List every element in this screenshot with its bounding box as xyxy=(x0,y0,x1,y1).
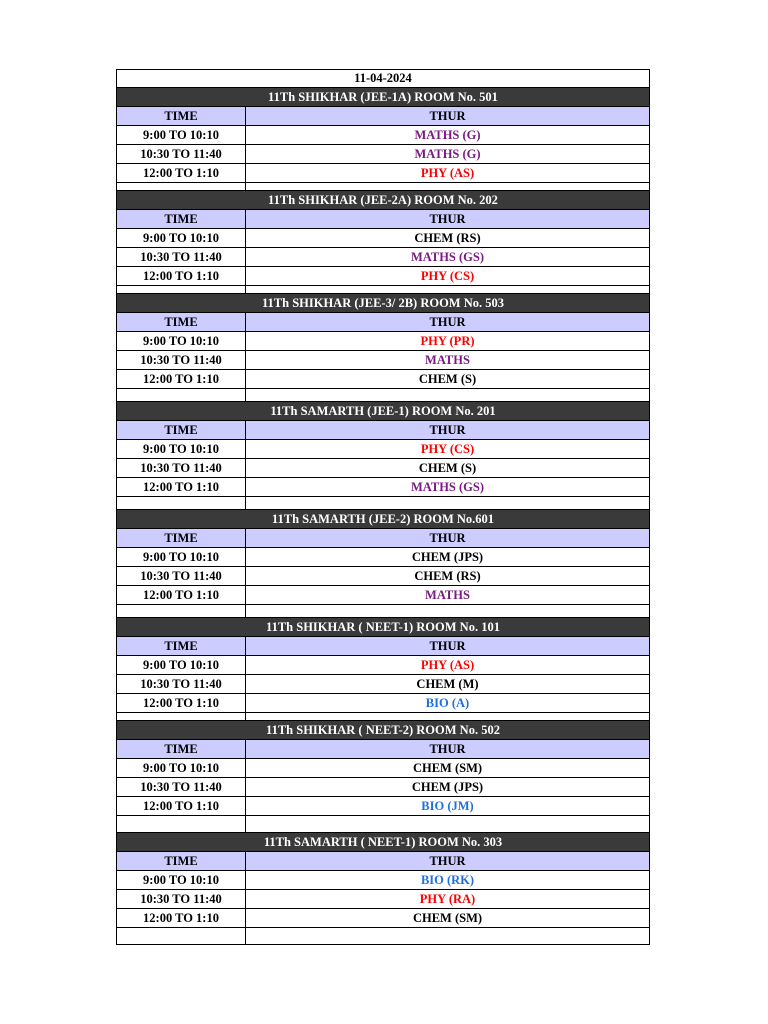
spacer-cell xyxy=(246,816,649,832)
time-slot: 12:00 TO 1:10 xyxy=(117,164,246,182)
spacer-cell xyxy=(117,928,246,944)
time-slot: 9:00 TO 10:10 xyxy=(117,332,246,350)
spacer-cell xyxy=(246,286,649,293)
spacer-cell xyxy=(246,605,649,617)
time-column-header: TIME xyxy=(117,740,246,758)
time-slot: 10:30 TO 11:40 xyxy=(117,778,246,796)
table-row xyxy=(116,586,650,605)
subject-cell: MATHS (G) xyxy=(414,146,481,161)
time-column-header: TIME xyxy=(117,107,246,125)
batch-title: 11Th SAMARTH (JEE-1) ROOM No. 201 xyxy=(270,403,496,418)
day-column-header: THUR xyxy=(429,108,466,123)
column-header-row xyxy=(116,313,650,332)
batch-header-row xyxy=(116,191,650,210)
time-slot: 9:00 TO 10:10 xyxy=(117,229,246,247)
spacer-cell xyxy=(246,183,649,190)
date-label: 11-04-2024 xyxy=(354,71,412,86)
day-column-header: THUR xyxy=(429,638,466,653)
batch-block xyxy=(116,402,650,510)
subject-cell: CHEM (JPS) xyxy=(411,549,484,564)
table-row xyxy=(116,164,650,183)
table-row xyxy=(116,890,650,909)
table-row xyxy=(116,332,650,351)
subject-cell: PHY (RA) xyxy=(419,891,476,906)
day-column-header: THUR xyxy=(429,741,466,756)
time-slot: 10:30 TO 11:40 xyxy=(117,675,246,693)
batch-header-row xyxy=(116,402,650,421)
batch-header-row xyxy=(116,510,650,529)
time-slot: 12:00 TO 1:10 xyxy=(117,797,246,815)
spacer-cell xyxy=(117,816,246,832)
spacer-cell xyxy=(117,713,246,720)
batch-title: 11Th SAMARTH ( NEET-1) ROOM No. 303 xyxy=(263,834,503,849)
spacer-row xyxy=(116,605,650,618)
batch-title: 11Th SHIKHAR ( NEET-1) ROOM No. 101 xyxy=(266,619,500,634)
spacer-row xyxy=(116,497,650,510)
subject-cell: BIO (RK) xyxy=(420,872,475,887)
column-header-row xyxy=(116,529,650,548)
batch-title: 11Th SHIKHAR (JEE-3/ 2B) ROOM No. 503 xyxy=(261,295,505,310)
time-slot: 10:30 TO 11:40 xyxy=(117,567,246,585)
subject-cell: MATHS (GS) xyxy=(410,479,485,494)
batch-title: 11Th SAMARTH (JEE-2) ROOM No.601 xyxy=(271,511,495,526)
batch-header-row xyxy=(116,833,650,852)
day-column-header: THUR xyxy=(429,853,466,868)
subject-cell: PHY (PR) xyxy=(420,333,475,348)
day-column-header: THUR xyxy=(429,422,466,437)
time-slot: 12:00 TO 1:10 xyxy=(117,478,246,496)
time-slot: 12:00 TO 1:10 xyxy=(117,694,246,712)
subject-cell: CHEM (SM) xyxy=(412,910,483,925)
spacer-cell xyxy=(117,286,246,293)
batch-title: 11Th SHIKHAR ( NEET-2) ROOM No. 502 xyxy=(266,722,500,737)
subject-cell: MATHS xyxy=(425,587,470,602)
table-row xyxy=(116,656,650,675)
table-row xyxy=(116,759,650,778)
spacer-row xyxy=(116,183,650,191)
table-row xyxy=(116,351,650,370)
spacer-cell xyxy=(117,497,246,509)
time-slot: 12:00 TO 1:10 xyxy=(117,267,246,285)
subject-cell: BIO (JM) xyxy=(421,798,474,813)
time-column-header: TIME xyxy=(117,313,246,331)
subject-cell: CHEM (JPS) xyxy=(411,779,484,794)
subject-cell: PHY (CS) xyxy=(420,268,475,283)
day-column-header: THUR xyxy=(429,314,466,329)
spacer-row xyxy=(116,286,650,294)
column-header-row xyxy=(116,421,650,440)
subject-cell: PHY (AS) xyxy=(420,657,475,672)
table-row xyxy=(116,229,650,248)
column-header-row xyxy=(116,210,650,229)
table-row xyxy=(116,478,650,497)
column-header-row xyxy=(116,107,650,126)
time-column-header: TIME xyxy=(117,210,246,228)
time-slot: 9:00 TO 10:10 xyxy=(117,759,246,777)
time-slot: 9:00 TO 10:10 xyxy=(117,548,246,566)
table-row xyxy=(116,567,650,586)
subject-cell: CHEM (S) xyxy=(418,371,477,386)
time-slot: 9:00 TO 10:10 xyxy=(117,440,246,458)
spacer-cell xyxy=(246,713,649,720)
spacer-row xyxy=(116,713,650,721)
time-slot: 9:00 TO 10:10 xyxy=(117,126,246,144)
time-slot: 10:30 TO 11:40 xyxy=(117,248,246,266)
time-slot: 10:30 TO 11:40 xyxy=(117,890,246,908)
column-header-row xyxy=(116,852,650,871)
column-header-row xyxy=(116,637,650,656)
table-row xyxy=(116,440,650,459)
batch-block xyxy=(116,833,650,945)
time-slot: 10:30 TO 11:40 xyxy=(117,145,246,163)
table-row xyxy=(116,459,650,478)
table-row xyxy=(116,248,650,267)
batch-block xyxy=(116,721,650,833)
spacer-cell xyxy=(246,497,649,509)
batch-block xyxy=(116,88,650,191)
timetable-sheet xyxy=(116,69,650,945)
subject-cell: CHEM (S) xyxy=(418,460,477,475)
spacer-cell xyxy=(246,389,649,401)
table-row xyxy=(116,370,650,389)
batch-list xyxy=(116,88,650,945)
subject-cell: MATHS (G) xyxy=(414,127,481,142)
subject-cell: CHEM (SM) xyxy=(412,760,483,775)
time-column-header: TIME xyxy=(117,852,246,870)
table-row xyxy=(116,548,650,567)
spacer-row xyxy=(116,928,650,945)
time-column-header: TIME xyxy=(117,637,246,655)
day-column-header: THUR xyxy=(429,530,466,545)
table-row xyxy=(116,675,650,694)
spacer-row xyxy=(116,389,650,402)
batch-header-row xyxy=(116,721,650,740)
time-slot: 10:30 TO 11:40 xyxy=(117,351,246,369)
spacer-cell xyxy=(246,928,649,944)
table-row xyxy=(116,267,650,286)
table-row xyxy=(116,778,650,797)
batch-block xyxy=(116,294,650,402)
table-row xyxy=(116,871,650,890)
subject-cell: MATHS (GS) xyxy=(410,249,485,264)
time-slot: 12:00 TO 1:10 xyxy=(117,909,246,927)
time-column-header: TIME xyxy=(117,529,246,547)
table-row xyxy=(116,694,650,713)
batch-title: 11Th SHIKHAR (JEE-2A) ROOM No. 202 xyxy=(268,192,498,207)
day-column-header: THUR xyxy=(429,211,466,226)
time-slot: 9:00 TO 10:10 xyxy=(117,656,246,674)
subject-cell: CHEM (RS) xyxy=(414,568,481,583)
batch-header-row xyxy=(116,618,650,637)
table-row xyxy=(116,126,650,145)
subject-cell: MATHS xyxy=(425,352,470,367)
time-slot: 12:00 TO 1:10 xyxy=(117,370,246,388)
time-slot: 10:30 TO 11:40 xyxy=(117,459,246,477)
spacer-cell xyxy=(117,183,246,190)
subject-cell: CHEM (M) xyxy=(416,676,479,691)
date-row xyxy=(116,69,650,88)
spacer-row xyxy=(116,816,650,833)
batch-title: 11Th SHIKHAR (JEE-1A) ROOM No. 501 xyxy=(268,89,498,104)
table-row xyxy=(116,145,650,164)
time-column-header: TIME xyxy=(117,421,246,439)
subject-cell: BIO (A) xyxy=(425,695,470,710)
column-header-row xyxy=(116,740,650,759)
table-row xyxy=(116,797,650,816)
subject-cell: PHY (CS) xyxy=(420,441,475,456)
time-slot: 9:00 TO 10:10 xyxy=(117,871,246,889)
batch-block xyxy=(116,618,650,721)
time-slot: 12:00 TO 1:10 xyxy=(117,586,246,604)
spacer-cell xyxy=(117,389,246,401)
batch-block xyxy=(116,510,650,618)
batch-header-row xyxy=(116,294,650,313)
subject-cell: CHEM (RS) xyxy=(414,230,481,245)
table-row xyxy=(116,909,650,928)
spacer-cell xyxy=(117,605,246,617)
batch-header-row xyxy=(116,88,650,107)
batch-block xyxy=(116,191,650,294)
subject-cell: PHY (AS) xyxy=(420,165,475,180)
